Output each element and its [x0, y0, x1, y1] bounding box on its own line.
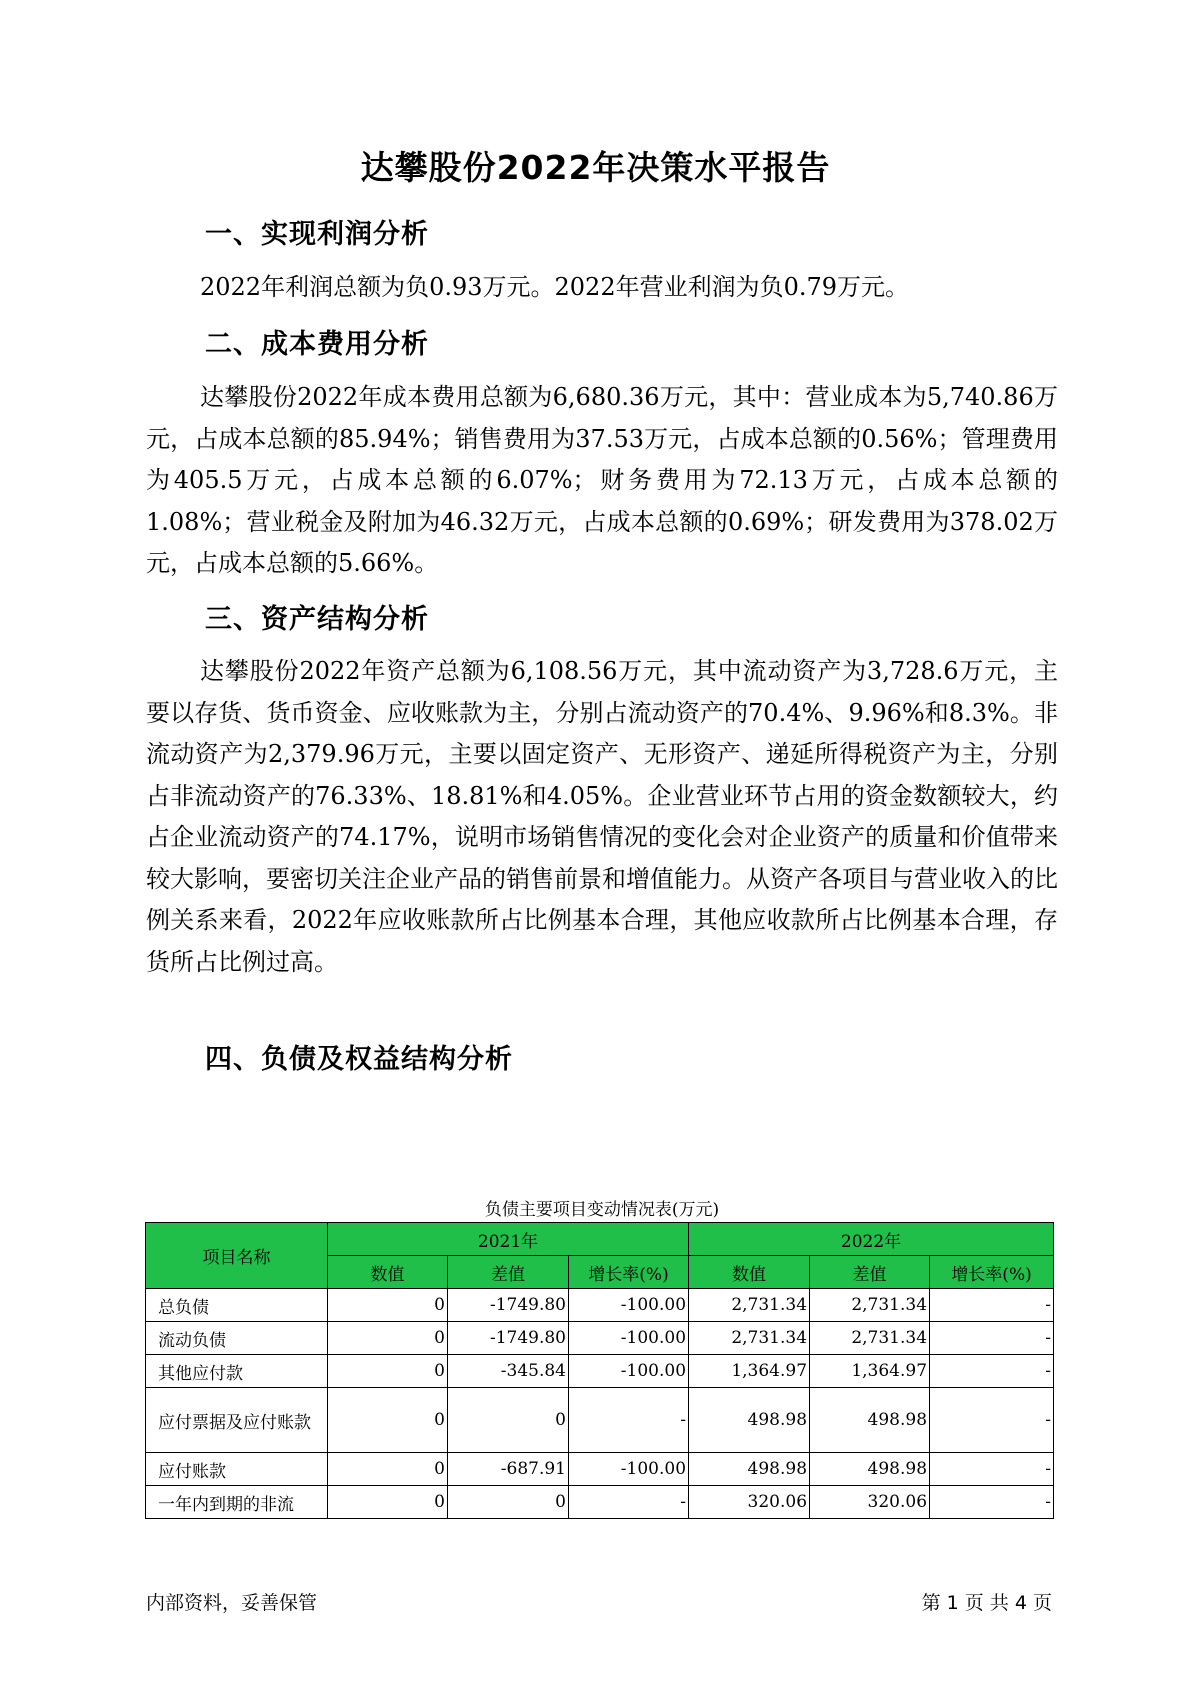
footer-confidential-note: 内部资料，妥善保管 — [146, 1592, 318, 1614]
table-row — [146, 1388, 1054, 1453]
section-paragraph-cost: 达攀股份2022年成本费用总额为6,680.36万元，其中：营业成本为5,740.86万元，占成本总额的85.94%；销售费用为37.53万元，占成本总额的0.56%；管理费用为405.5万元，占成本总额的6.07%；财务费用为72.13万元，占成本总额的1.08%；营业税金及附加为46.32万元，占成本总额的0.69%；研发费用为378.02万元，占成本总额的5.66%。 — [146, 383, 1058, 577]
table-row — [146, 1453, 1054, 1486]
cell: - — [930, 1355, 1054, 1388]
cell: 320.06 — [810, 1486, 930, 1519]
subheader-value-2021: 数值 — [328, 1256, 448, 1289]
cell: -100.00 — [569, 1322, 689, 1355]
section-paragraph-assets: 达攀股份2022年资产总额为6,108.56万元，其中流动资产为3,728.6万元，主要以存货、货币资金、应收账款为主，分别占流动资产的70.4%、9.96%和8.3%。非流动资产为2,379.96万元，主要以固定资产、无形资产、递延所得税资产为主，分别占非流动资产的76.33%、18.81%和4.05%。企业营业环节占用的资金数额较大，约占企业流动资产的74.17%，说明市场销售情况的变化会对企业资产的质量和价值带来较大影响，要密切关注企业产品的销售前景和增值能力。从资产各项目与营业收入的比例关系来看，2022年应收账款所占比例基本合理，其他应收款所占比例基本合理，存货所占比例过高。 — [146, 657, 1058, 976]
row-label: 应付票据及应付账款 — [146, 1388, 328, 1453]
section-heading-cost: 二、成本费用分析 — [205, 329, 429, 360]
cell: -345.84 — [448, 1355, 569, 1388]
row-label: 其他应付款 — [146, 1355, 328, 1388]
cell: -100.00 — [569, 1355, 689, 1388]
subheader-diff-2021: 差值 — [448, 1256, 569, 1289]
report-title: 达攀股份2022年决策水平报告 — [360, 148, 831, 187]
cell: 0 — [328, 1453, 448, 1486]
cell: 2,731.34 — [810, 1289, 930, 1322]
footer-page-number: 第 1 页 共 4 页 — [921, 1592, 1052, 1614]
section-heading-liabilities: 四、负债及权益结构分析 — [205, 1044, 513, 1075]
table-row — [146, 1355, 1054, 1388]
cell: 0 — [328, 1355, 448, 1388]
cell: 2,731.34 — [689, 1322, 810, 1355]
cell: -1749.80 — [448, 1322, 569, 1355]
cell: 0 — [448, 1486, 569, 1519]
cell: - — [569, 1486, 689, 1519]
cell: - — [930, 1289, 1054, 1322]
cell: -100.00 — [569, 1453, 689, 1486]
table-row — [146, 1486, 1054, 1519]
header-year-2022: 2022年 — [689, 1223, 1054, 1256]
section-paragraph-profit: 2022年利润总额为负0.93万元。2022年营业利润为负0.79万元。 — [200, 273, 910, 301]
cell: 0 — [328, 1322, 448, 1355]
cell: 2,731.34 — [689, 1289, 810, 1322]
header-item-name: 项目名称 — [146, 1223, 328, 1289]
section-heading-profit: 一、实现利润分析 — [205, 219, 429, 250]
cell: 498.98 — [810, 1453, 930, 1486]
cell: 0 — [328, 1388, 448, 1453]
cell: 498.98 — [810, 1388, 930, 1453]
row-label: 一年内到期的非流 — [146, 1486, 328, 1519]
subheader-diff-2022: 差值 — [810, 1256, 930, 1289]
cell: 498.98 — [689, 1453, 810, 1486]
table-row — [146, 1289, 1054, 1322]
row-label: 应付账款 — [146, 1453, 328, 1486]
table-caption: 负债主要项目变动情况表(万元) — [484, 1200, 720, 1220]
cell: - — [930, 1486, 1054, 1519]
cell: - — [930, 1453, 1054, 1486]
cell: - — [569, 1388, 689, 1453]
header-year-2021: 2021年 — [328, 1223, 689, 1256]
cell: 0 — [448, 1388, 569, 1453]
subheader-growth-2022: 增长率(%) — [930, 1256, 1054, 1289]
cell: 1,364.97 — [689, 1355, 810, 1388]
cell: 0 — [328, 1289, 448, 1322]
cell: 320.06 — [689, 1486, 810, 1519]
cell: -687.91 — [448, 1453, 569, 1486]
cell: - — [930, 1322, 1054, 1355]
row-label: 总负债 — [146, 1289, 328, 1322]
cell: 1,364.97 — [810, 1355, 930, 1388]
table-row — [146, 1322, 1054, 1355]
subheader-growth-2021: 增长率(%) — [569, 1256, 689, 1289]
section-heading-assets: 三、资产结构分析 — [205, 604, 429, 635]
cell: 2,731.34 — [810, 1322, 930, 1355]
cell: 498.98 — [689, 1388, 810, 1453]
cell: -100.00 — [569, 1289, 689, 1322]
cell: 0 — [328, 1486, 448, 1519]
liabilities-table — [145, 1222, 1054, 1519]
cell: -1749.80 — [448, 1289, 569, 1322]
row-label: 流动负债 — [146, 1322, 328, 1355]
subheader-value-2022: 数值 — [689, 1256, 810, 1289]
cell: - — [930, 1388, 1054, 1453]
